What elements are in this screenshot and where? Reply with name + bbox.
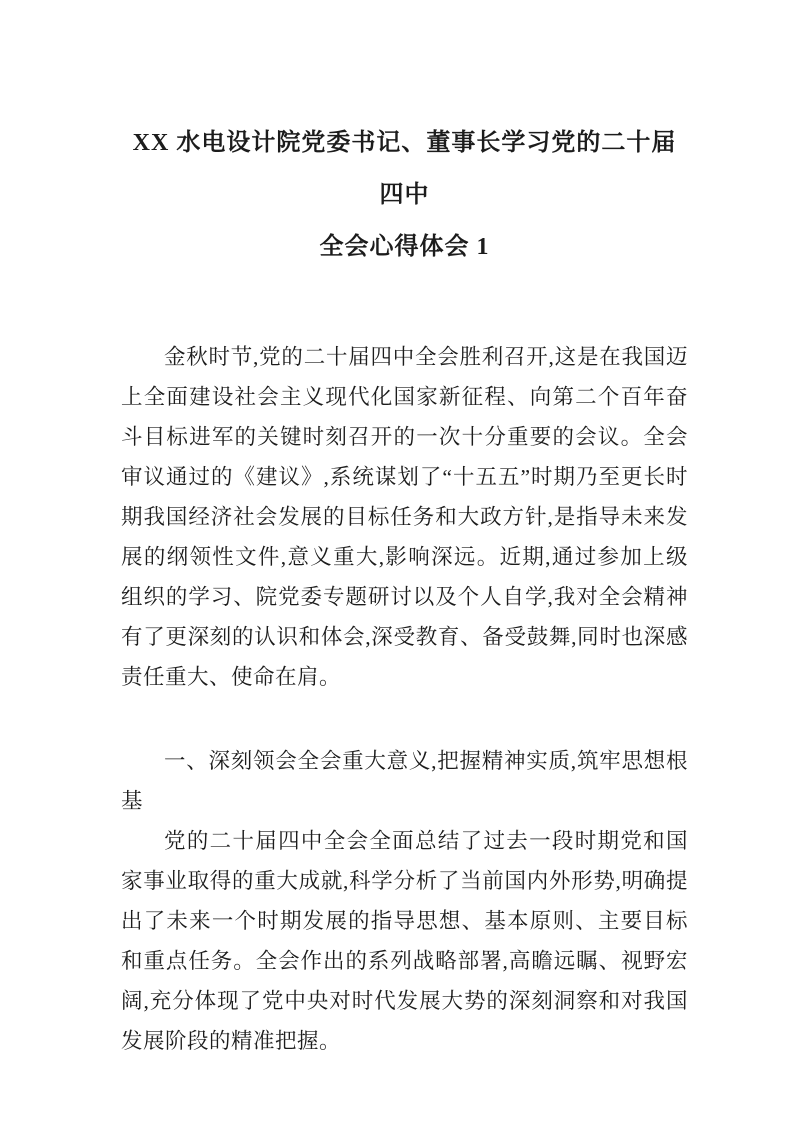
document-title-line-1: XX 水电设计院党委书记、董事长学习党的二十届四中 (132, 130, 677, 208)
document-title-line-2: 全会心得体会 1 (319, 234, 490, 260)
section-1-paragraph: 党的二十届四中全会全面总结了过去一段时期党和国家事业取得的重大成就,科学分析了当前国内外形势,明确提出了未来一个时期发展的指导思想、基本原则、主要目标和重点任务。全会作出的系列战略部署,高瞻远瞩、视野宏阔,充分体现了党中央对时代发展大势的深刻洞察和对我国发展阶段的精准把握。 (121, 829, 688, 1053)
paragraph-intro: 金秋时节,党的二十届四中全会胜利召开,这是在我国迈上全面建设社会主义现代化国家新征程、向第二个百年奋斗目标进军的关键时刻召开的一次十分重要的会议。全会审议通过的《建议》,系统谋划了“十五五”时期乃至更长时期我国经济社会发展的目标任务和大政方针,是指导未来发展的纲领性文件,意义重大,影响深远。近期,通过参加上级组织的学习、院党委专题研讨以及个人自学,我对全会精神有了更深刻的认识和体会,深受教育、备受鼓舞,同时也深感责任重大、使命在肩。 (121, 345, 688, 689)
document-title (121, 117, 688, 273)
section-1-heading: 一、深刻领会全会重大意义,把握精神实质,筑牢思想根基 (121, 749, 688, 813)
